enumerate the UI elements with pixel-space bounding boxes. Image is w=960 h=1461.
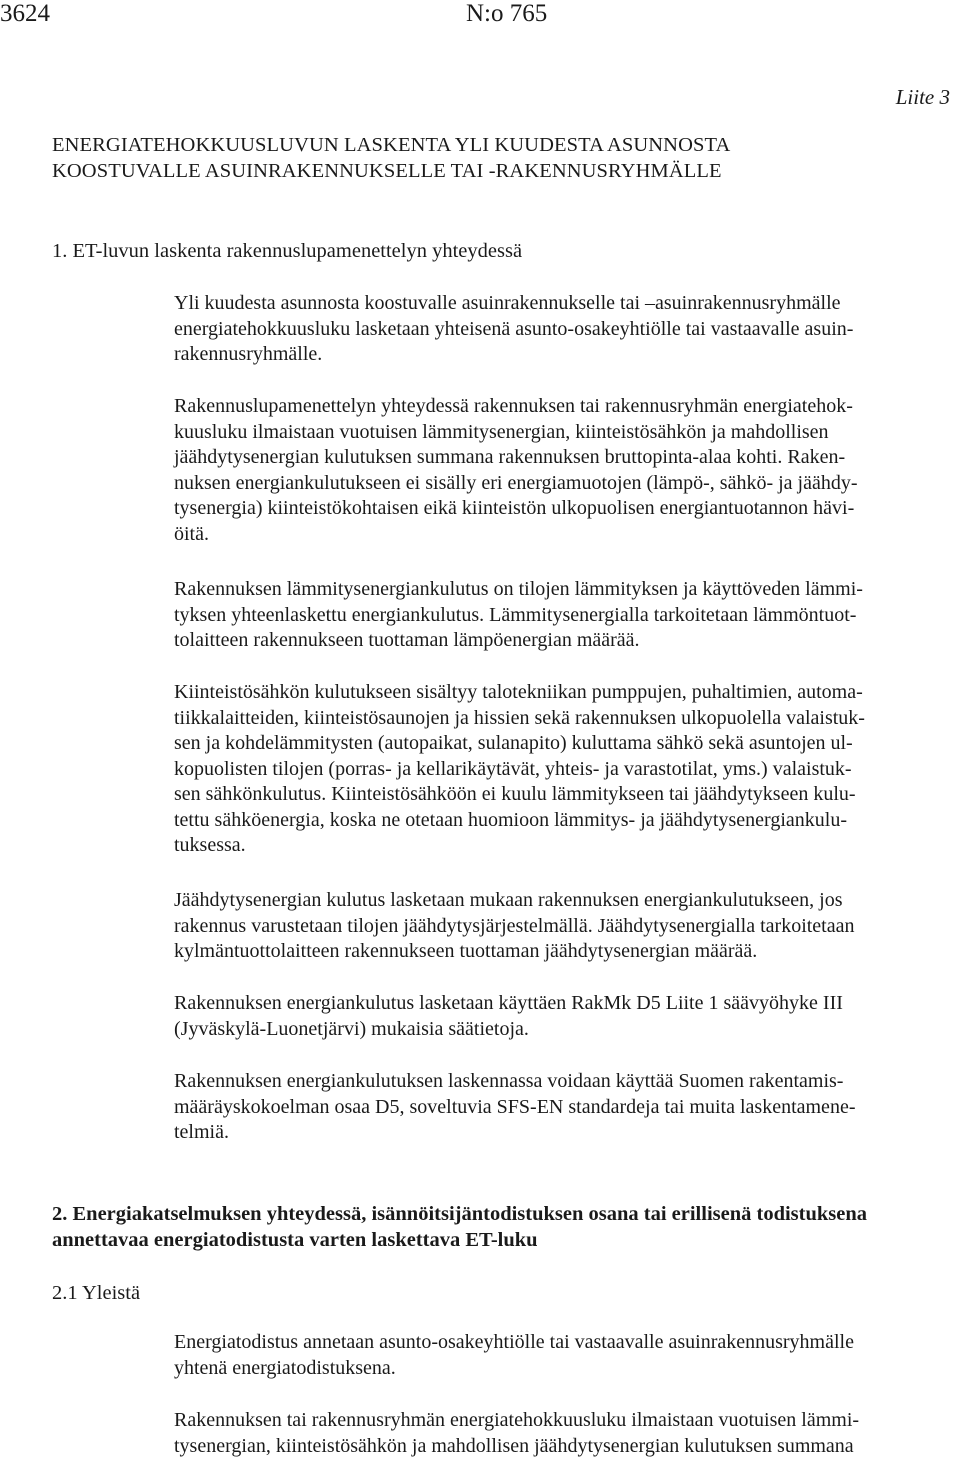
paragraph-line: Rakennuksen energiankulutus lasketaan käyttäen RakMk D5 Liite 1 säävyöhyke III [174,992,843,1014]
paragraph-line: rakennusryhmälle. [174,343,323,365]
paragraph-line: sen sähkönkulutus. Kiinteistösähköön ei kuulu lämmitykseen tai jäähdytykseen kulu- [174,783,856,805]
paragraph-line: rakennus varustetaan tilojen jäähdytysjärjestelmällä. Jäähdytysenergialla tarkoitetaan [174,914,855,937]
paragraph [174,991,960,1042]
paragraph [174,1408,960,1459]
paragraph-line: Yli kuudesta asunnosta koostuvalle asuinrakennukselle tai –asuinrakennusryhmälle [174,292,841,314]
paragraph-line: nuksen energiankulutukseen ei sisälly eri energiamuotojen (lämpö-, sähkö- ja jäähdy- [174,471,858,494]
paragraph [174,1330,960,1381]
paragraph-line: tolaitteen rakennukseen tuottaman lämpöenergian määrää. [174,629,640,651]
paragraph-line: Rakennuslupamenettelyn yhteydessä rakennuksen tai rakennusryhmän energiatehok- [174,395,853,417]
section-2-heading-line: 2. Energiakatselmuksen yhteydessä, isännöitsijäntodistuksen osana tai erillisenä todistuksena [52,1203,868,1225]
paragraph-line: Jäähdytysenergian kulutus lasketaan mukaan rakennuksen energiankulutukseen, jos [174,889,843,911]
page-number: 3624 [0,0,50,27]
paragraph [174,888,960,965]
section-2-heading-line: annettavaa energiatodistusta varten laskettava ET-luku [52,1229,538,1251]
paragraph [174,291,960,368]
paragraph-line: kylmäntuottolaitteen rakennukseen tuottaman jäähdytysenergian määrää. [174,940,758,962]
document-title-line: KOOSTUVALLE ASUINRAKENNUKSELLE TAI -RAKENNUSRYHMÄLLE [52,160,722,182]
paragraph-line: Rakennuksen tai rakennusryhmän energiatehokkuusluku ilmaistaan vuotuisen lämmi- [174,1409,860,1431]
issue-number: N:o 765 [466,0,548,27]
paragraph-line: kuusluku ilmaistaan vuotuisen lämmitysenergian, kiinteistösähkön ja mahdollisen [174,420,829,443]
paragraph-line: Rakennuksen energiankulutuksen laskennassa voidaan käyttää Suomen rakentamis- [174,1070,844,1092]
paragraph [174,394,960,547]
paragraph-line: Rakennuksen lämmitysenergiankulutus on tilojen lämmityksen ja käyttöveden lämmi- [174,578,863,600]
subsection-heading: 2.1 Yleistä [52,1282,141,1304]
paragraph-line: yhtenä energiatodistuksena. [174,1356,396,1379]
paragraph-line: tysenergian, kiinteistösähkön ja mahdollisen jäähdytysenergian kulutuksen summana [174,1434,854,1457]
section-1-heading: 1. ET-luvun laskenta rakennuslupamenettelyn yhteydessä [52,240,523,262]
paragraph-line: tyksen yhteenlaskettu energiankulutus. Lämmitysenergialla tarkoitetaan lämmöntuot- [174,603,857,626]
paragraph-line: telmiä. [174,1121,229,1143]
paragraph-line: määräyskokoelman osaa D5, soveltuvia SFS-EN standardeja tai muita laskentamene- [174,1095,856,1118]
paragraph-line: öitä. [174,522,209,545]
document-title-line: ENERGIATEHOKKUUSLUVUN LASKENTA YLI KUUDESTA ASUNNOSTA [52,134,731,156]
paragraph-line: tysenergia) kiinteistökohtaisen eikä kiinteistön ulkopuolisen energiantuotannon hävi- [174,497,855,519]
paragraph [174,577,960,654]
document-title [52,132,932,184]
paragraph-line: tiikkalaitteiden, kiinteistösaunojen ja hissien sekä rakennuksen ulkopuolella valaistuk- [174,706,865,729]
paragraph-line: Kiinteistösähkön kulutukseen sisältyy talotekniikan pumppujen, puhaltimien, automa- [174,681,863,703]
paragraph [174,1069,960,1146]
paragraph-line: energiatehokkuusluku lasketaan yhteisenä asunto-osakeyhtiölle tai vastaavalle asuin- [174,317,854,340]
paragraph-line: (Jyväskylä-Luonetjärvi) mukaisia säätietoja. [174,1017,529,1040]
paragraph [174,680,960,859]
paragraph-line: sen ja kohdelämmitysten (autopaikat, sulanapito) kuluttama sähkö sekä asuntojen ul- [174,732,853,754]
paragraph-line: tuksessa. [174,834,246,856]
paragraph-line: kopuolisten tilojen (porras- ja kellarikäytävät, yhteis- ja varastotilat, yms.) valaistuk- [174,757,852,780]
paragraph-line: tettu sähköenergia, koska ne otetaan huomioon lämmitys- ja jäähdytysenergiankulu- [174,808,847,831]
paragraph-line: Energiatodistus annetaan asunto-osakeyhtiölle tai vastaavalle asuinrakennusryhmälle [174,1331,854,1353]
section-2-heading [52,1201,952,1253]
paragraph-line: jäähdytysenergian kulutuksen summana rakennuksen bruttopinta-alaa kohti. Raken- [174,446,846,468]
appendix-label: Liite 3 [895,85,950,109]
